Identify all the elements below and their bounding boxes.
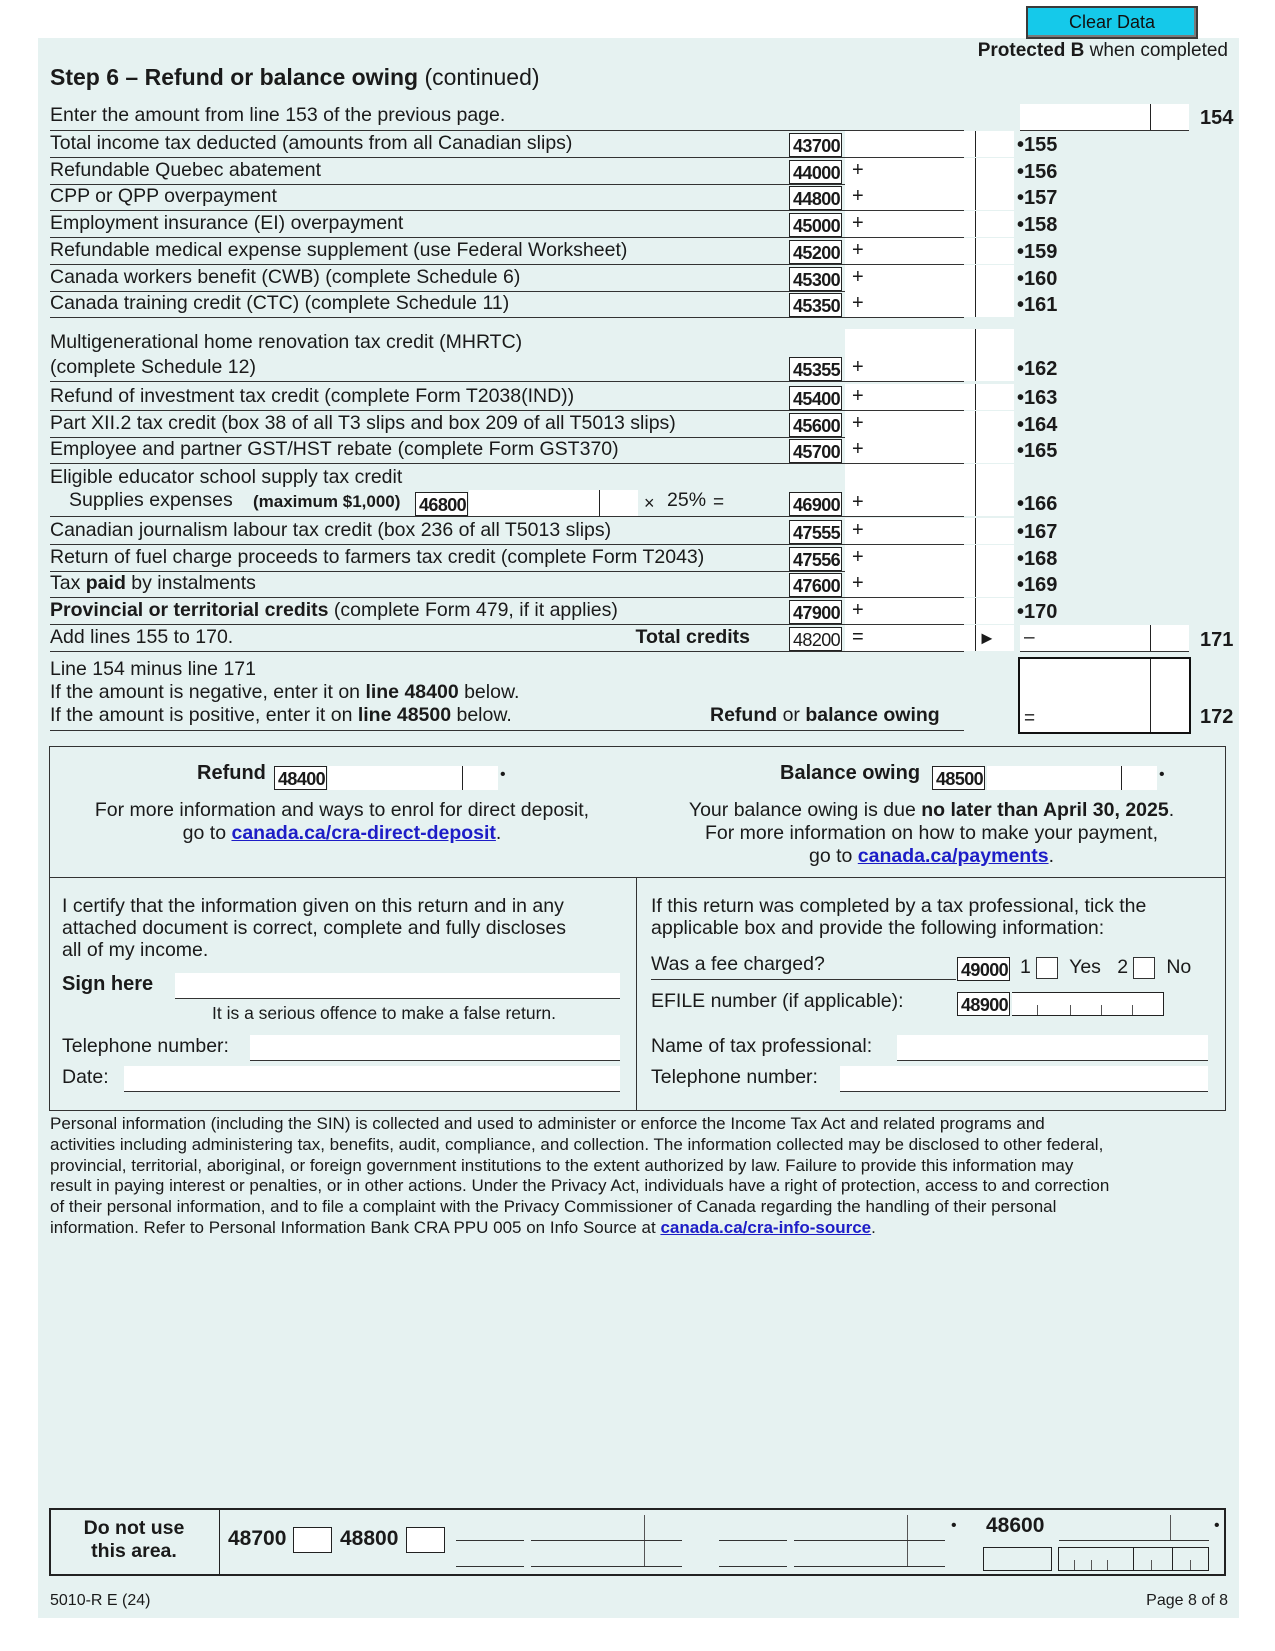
efile-number-input[interactable] [1012, 992, 1164, 1016]
efile-label: EFILE number (if applicable): [651, 990, 904, 1012]
credit-row [50, 158, 1058, 185]
line-code: 48200 [789, 627, 842, 651]
line-number: •168 [1017, 547, 1058, 570]
credit-label: Return of fuel charge proceeds to farmers tax credit (complete Form T2043) [50, 545, 705, 568]
credit-amount-input[interactable] [845, 184, 1014, 210]
privacy-line: result in paying interest or penalties, or in other actions. Under the Privacy Act, individuals have a right of protection, access to and correction [50, 1176, 1110, 1196]
equals-sign: = [1024, 708, 1036, 729]
supplies-amount-input[interactable] [469, 490, 638, 516]
line-171-number: 171 [1200, 629, 1234, 651]
credit-row-169 [50, 571, 1058, 598]
credit-label: Canadian journalism labour tax credit (box 236 of all T5013 slips) [50, 519, 612, 541]
credit-row [50, 411, 1058, 438]
plus-sign: + [852, 292, 864, 315]
line-code: 45700 [789, 439, 842, 463]
bullet-dot: • [500, 766, 506, 783]
arrow-icon: ► [978, 628, 996, 648]
credit-row [50, 437, 1058, 464]
credit-label: Multigenerational home renovation tax credit (MHRTC) [50, 331, 523, 353]
direct-deposit-link[interactable]: canada.ca/cra-direct-deposit [231, 822, 496, 844]
credit-amount-170[interactable] [845, 598, 1014, 624]
line-code: 45355 [789, 357, 842, 381]
line-number: •156 [1017, 160, 1058, 183]
line-code: 45600 [789, 413, 842, 437]
credit-amount-input[interactable] [845, 437, 1014, 463]
privacy-line: activities including administering tax, benefits, audit, compliance, and collection. The information collected may be disclosed to other federal, [50, 1134, 1104, 1154]
office-lines-1 [456, 1515, 682, 1567]
line-number: •170 [1017, 601, 1058, 623]
refund-label: Refund [197, 762, 266, 784]
plus-sign: + [852, 545, 864, 568]
sign-here-label: Sign here [62, 973, 154, 995]
line-number: •161 [1017, 294, 1058, 317]
office-box-48800 [406, 1527, 445, 1553]
line-code: 46900 [789, 492, 842, 516]
balance-owing-label: Balance owing [780, 762, 921, 784]
credit-label: Provincial or territorial credits (complete Form 479, if it applies) [50, 599, 618, 621]
credit-row [50, 291, 1058, 318]
line-154-label: Enter the amount from line 153 of the previous page. [50, 104, 506, 126]
plus-sign: + [852, 411, 864, 434]
credit-label: Total income tax deducted (amounts from all Canadian slips) [50, 132, 573, 154]
credit-row [50, 265, 1058, 292]
office-code-48700: 48700 [228, 1527, 287, 1550]
line-code: 44000 [789, 160, 842, 184]
credit-amount-input[interactable] [845, 211, 1014, 237]
line-code: 43700 [789, 133, 842, 157]
line-172-amount[interactable] [1018, 657, 1191, 734]
minus-sign: – [1024, 627, 1035, 648]
line-154-amount[interactable] [1020, 104, 1189, 131]
plus-sign: + [852, 265, 864, 288]
credit-amount-input[interactable] [845, 131, 1014, 157]
date-label: Date: [62, 1066, 109, 1088]
privacy-notice: Personal information (including the SIN) is collected and used to administer or enforce the Income Tax Act and related programs and activities including administering tax, benefits, audit, compliance, and collection. The information collected may be disclosed to other federal, provincial, territorial, aboriginal, or foreign government institutions to the extent authorized by law. Failure to provide this information may result in paying interest or penalties, or in other actions. Under the Privacy Act, individuals have a right of protection, access to and correction of their personal information, and to file a complaint with the Privacy Commissioner of Canada regarding the handling of their personal information. Refer to Personal Information Bank CRA PPU 005 on Info Source at canada.ca/cra-info-source. [50, 1114, 1230, 1239]
line-code: 45350 [789, 293, 842, 317]
credit-row-162 [50, 329, 1058, 382]
total-label: Add lines 155 to 170. [50, 626, 234, 648]
info-source-link[interactable]: canada.ca/cra-info-source [660, 1217, 872, 1237]
credit-label: Canada workers benefit (CWB) (complete Schedule 6) [50, 265, 521, 288]
credit-amount-169[interactable] [845, 571, 1014, 597]
fee-options: 1 Yes 2 No [1020, 956, 1192, 978]
fee-yes-checkbox[interactable] [1036, 957, 1058, 979]
credit-row [50, 211, 1058, 238]
equals-sign: = [852, 626, 864, 648]
professional-telephone-input[interactable] [840, 1066, 1208, 1092]
plus-sign: + [852, 572, 864, 594]
line-number: •160 [1017, 267, 1058, 290]
refund-info: For more information and ways to enrol for direct deposit, go to canada.ca/cra-direct-deposit. [94, 799, 590, 844]
page-number: Page 8 of 8 [1146, 1592, 1228, 1609]
bullet-dot: • [1214, 1517, 1220, 1534]
line-172-text: Line 154 minus line 171 If the amount is negative, enter it on line 48400 below. If the amount is positive, enter it on line 48500 below. [50, 658, 520, 726]
credit-label: Part XII.2 tax credit (box 38 of all T3 slips and box 209 of all T5013 slips) [50, 411, 676, 434]
credit-row [50, 545, 1058, 572]
telephone-input[interactable] [250, 1035, 620, 1061]
offence-warning: It is a serious offence to make a false return. [212, 1003, 557, 1023]
credit-label: Refund of investment tax credit (complete Form T2038(IND)) [50, 385, 575, 407]
line-number: •167 [1017, 521, 1058, 543]
line-code: 47555 [789, 520, 842, 544]
fee-label: Was a fee charged? [651, 953, 825, 975]
fee-no-checkbox[interactable] [1133, 957, 1155, 979]
professional-text: If this return was completed by a tax professional, tick the applicable box and provide the following information: [651, 895, 1147, 939]
plus-sign: + [852, 599, 864, 621]
total-credits-label: Total credits [635, 626, 750, 648]
credit-row [50, 518, 1058, 545]
line-number: •165 [1017, 440, 1058, 463]
plus-sign: + [852, 438, 864, 461]
privacy-line: provincial, territorial, aboriginal, or foreign government institutions to the extent authorized by law. Failure to provide this information may [50, 1155, 1074, 1175]
educator-label: Eligible educator school supply tax credit [50, 466, 403, 488]
line-number: •162 [1017, 358, 1058, 380]
plus-sign: + [852, 519, 864, 541]
office-box-b [1058, 1547, 1209, 1571]
line-number: •159 [1017, 240, 1058, 263]
credit-row [50, 184, 1058, 211]
credit-label: Employee and partner GST/HST rebate (complete Form GST370) [50, 438, 619, 461]
privacy-line: of their personal information, and to file a complaint with the Privacy Commissioner of Canada regarding the handling of their personal [50, 1197, 1057, 1217]
credit-label: CPP or QPP overpayment [50, 185, 277, 208]
credit-amount-input[interactable] [845, 291, 1014, 317]
balance-code: 48500 [932, 766, 985, 790]
credit-amount-input[interactable] [845, 411, 1014, 437]
credit-row [50, 131, 1058, 158]
line-code: 45300 [789, 267, 842, 291]
professional-telephone-label: Telephone number: [651, 1066, 818, 1088]
line-code: 47900 [789, 600, 842, 624]
refund-code: 48400 [274, 766, 327, 790]
form-number: 5010-R E (24) [50, 1592, 151, 1609]
tax-professional-name-label: Name of tax professional: [651, 1035, 873, 1057]
refund-or-balance-label: Refund or balance owing [710, 704, 940, 726]
line-171-amount[interactable] [1020, 625, 1189, 652]
office-code-48600: 48600 [986, 1514, 1045, 1537]
credit-label: (complete Schedule 12) [50, 356, 256, 378]
line-code: 45000 [789, 213, 842, 237]
efile-code: 48900 [957, 992, 1010, 1016]
signature-field[interactable] [175, 973, 620, 999]
do-not-use-label: Do not use this area. [83, 1517, 185, 1562]
line-code: 47600 [789, 573, 842, 597]
plus-sign: + [852, 158, 864, 181]
equals-sign: = [713, 492, 725, 513]
line-code: 45400 [789, 386, 842, 410]
line-number: •164 [1017, 413, 1058, 436]
line-number: •158 [1017, 214, 1058, 237]
office-box-48700 [293, 1527, 332, 1553]
balance-owing-input[interactable] [987, 766, 1157, 790]
plus-sign: + [852, 185, 864, 208]
percent-label: 25% [667, 489, 707, 511]
credit-amount-input[interactable] [845, 238, 1014, 264]
line-number: •169 [1017, 574, 1058, 596]
date-input[interactable] [124, 1066, 620, 1092]
office-lines-2 [719, 1515, 945, 1567]
plus-sign: + [852, 385, 864, 407]
credit-row [50, 238, 1058, 265]
line-172-number: 172 [1200, 706, 1234, 728]
credit-label: Tax paid by instalments [50, 572, 256, 594]
times-sign: × [644, 493, 655, 513]
credit-row [50, 384, 1058, 411]
credit-amount-input[interactable] [845, 158, 1014, 184]
credit-label: Refundable medical expense supplement (use Federal Worksheet) [50, 238, 628, 261]
credit-label: Canada training credit (CTC) (complete Schedule 11) [50, 292, 510, 315]
line-number: •163 [1017, 387, 1058, 409]
supplies-label: Supplies expenses [69, 489, 233, 511]
telephone-label: Telephone number: [62, 1035, 229, 1057]
line-number: •166 [1017, 493, 1058, 515]
credit-label: Employment insurance (EI) overpayment [50, 212, 404, 235]
payments-link[interactable]: canada.ca/payments [857, 845, 1049, 867]
plus-sign: + [852, 491, 864, 513]
line-code: 44800 [789, 186, 842, 210]
plus-sign: + [852, 238, 864, 261]
balance-info: Your balance owing is due no later than April 30, 2025. For more information on how to make your payment, go to canada.ca/payments. [688, 799, 1175, 867]
credit-amount-input[interactable] [845, 265, 1014, 291]
page-title: Step 6 – Refund or balance owing (continued) [50, 64, 540, 90]
plus-sign: + [852, 356, 864, 378]
bullet-dot: • [951, 1517, 957, 1534]
refund-input[interactable] [328, 766, 498, 790]
line-154-number: 154 [1200, 107, 1234, 129]
certify-text: I certify that the information given on this return and in any attached document is correct, complete and fully discloses all of my income. [62, 895, 567, 961]
protected-b-label: Protected B when completed [977, 40, 1228, 61]
line-code: 46800 [415, 492, 468, 516]
line-number: •157 [1017, 187, 1058, 210]
total-credits-row [50, 625, 996, 652]
credit-amount-162[interactable] [845, 329, 1014, 381]
credit-row-166 [50, 464, 1058, 517]
clear-data-button[interactable]: Clear Data [1026, 6, 1198, 39]
credit-amount-input[interactable] [845, 518, 1014, 544]
office-box-a [983, 1547, 1052, 1571]
privacy-line: Personal information (including the SIN) is collected and used to administer or enforce the Income Tax Act and related programs and [50, 1114, 1045, 1133]
line-code: 47556 [789, 547, 842, 571]
bullet-dot: • [1159, 766, 1165, 783]
tax-professional-name-input[interactable] [897, 1035, 1208, 1061]
credit-amount-input[interactable] [845, 384, 1014, 410]
plus-sign: + [852, 212, 864, 235]
line-code: 45200 [789, 240, 842, 264]
office-line-48600 [1059, 1515, 1209, 1541]
line-number: •155 [1017, 134, 1058, 156]
max-label: (maximum $1,000) [253, 492, 401, 511]
credit-amount-input[interactable] [845, 545, 1014, 571]
fee-code: 49000 [957, 957, 1010, 981]
credit-label: Refundable Quebec abatement [50, 158, 322, 181]
credit-row-170 [50, 598, 1058, 625]
office-code-48800: 48800 [340, 1527, 399, 1550]
credit-amount-166[interactable] [845, 464, 1014, 516]
